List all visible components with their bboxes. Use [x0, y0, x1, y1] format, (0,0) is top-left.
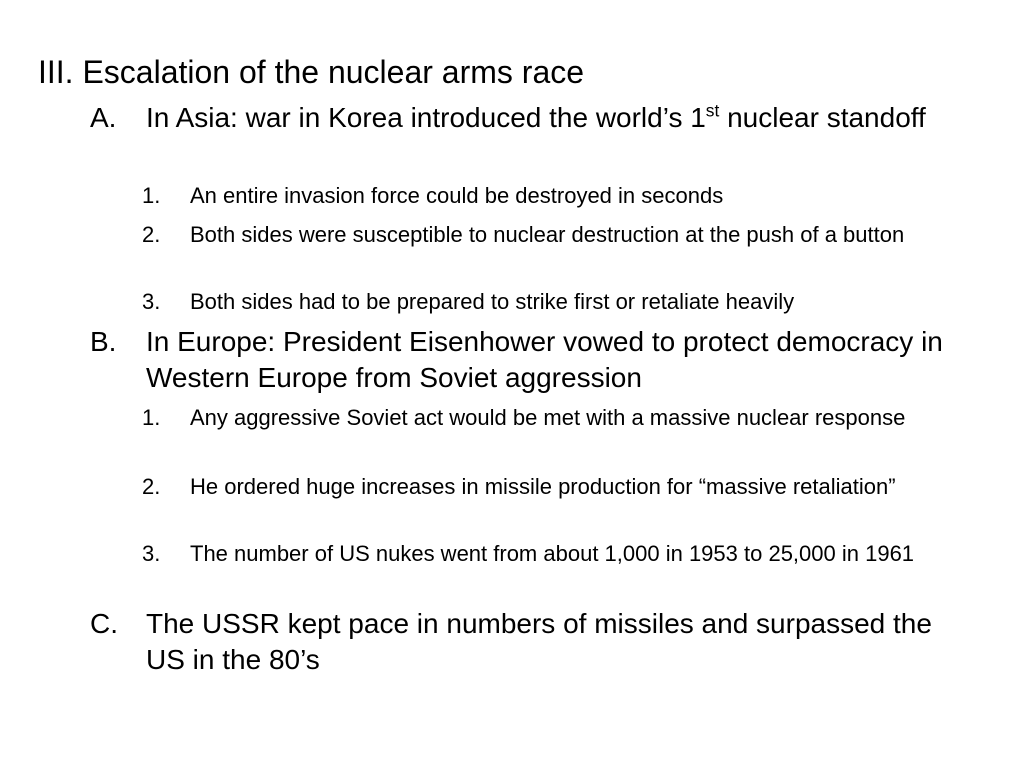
list-item-text: He ordered huge increases in missile production for “massive retaliation” — [190, 474, 896, 499]
section-a-item-3 — [142, 287, 1000, 316]
section-a-marker: A. — [90, 102, 117, 133]
list-marker: 2. — [142, 222, 161, 247]
section-b-text: In Europe: President Eisenhower vowed to protect democracy in Western Europe from Soviet aggression — [146, 326, 943, 393]
list-item-text: Both sides were susceptible to nuclear destruction at the push of a button — [190, 222, 905, 247]
section-a-text-after: nuclear standoff — [719, 102, 926, 133]
section-b-item-2 — [142, 472, 1000, 501]
section-c — [90, 606, 976, 678]
section-a — [90, 100, 976, 136]
list-item-text: The number of US nukes went from about 1,000 in 1953 to 25,000 in 1961 — [190, 541, 915, 566]
section-b-item-3 — [142, 539, 1000, 568]
section-b — [90, 324, 976, 396]
list-marker: 3. — [142, 289, 161, 314]
section-b-item-1 — [142, 403, 1000, 432]
section-a-item-2 — [142, 220, 1000, 249]
section-a-text-before: In Asia: war in Korea introduced the world’s 1 — [146, 102, 706, 133]
list-marker: 2. — [142, 474, 161, 499]
section-a-item-1 — [142, 181, 1000, 210]
section-c-text: The USSR kept pace in numbers of missiles and surpassed the US in the 80’s — [146, 608, 932, 675]
slide-heading: III. Escalation of the nuclear arms race — [38, 54, 585, 90]
list-marker: 1. — [142, 183, 161, 208]
list-item-text: Both sides had to be prepared to strike first or retaliate heavily — [190, 289, 795, 314]
section-b-marker: B. — [90, 326, 117, 357]
list-marker: 1. — [142, 405, 161, 430]
list-item-text: An entire invasion force could be destroyed in seconds — [190, 183, 724, 208]
list-marker: 3. — [142, 541, 161, 566]
list-item-text: Any aggressive Soviet act would be met with a massive nuclear response — [190, 405, 906, 430]
section-a-text — [146, 100, 976, 136]
section-a-superscript: st — [705, 100, 720, 121]
section-c-marker: C. — [90, 608, 118, 639]
